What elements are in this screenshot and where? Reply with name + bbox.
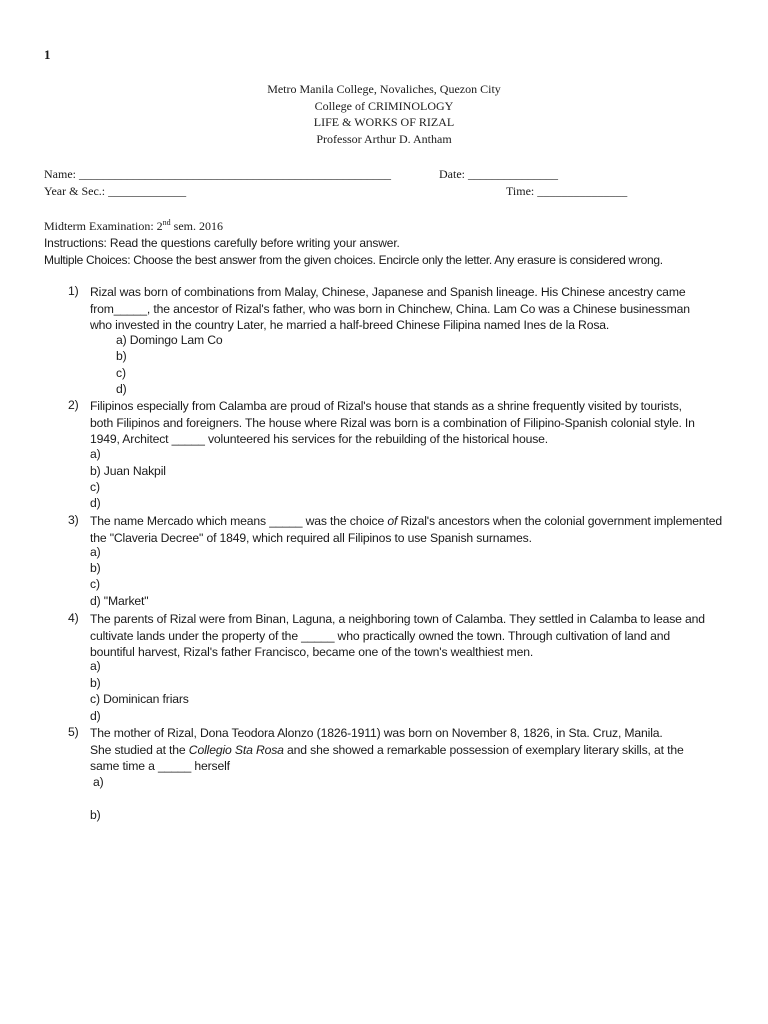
option-a: a) Domingo Lam Co bbox=[116, 333, 223, 347]
option-b: b) bbox=[90, 561, 101, 575]
option-c: c) bbox=[90, 480, 100, 494]
question-text: The mother of Rizal, Dona Teodora Alonzo (1826-1911) was born on November 8, 1826, in Sta. Cruz, Manila. She studied at the Collegio Sta Rosa and she showed a remarkable possession of exemplary literary skills, at the same time a _____ herself bbox=[90, 726, 684, 773]
date-field: Date: _______________ bbox=[439, 167, 558, 181]
multiple-choice-instructions: Multiple Choices: Choose the best answer from the given choices. Encircle only the letter. Any erasure is considered wrong. bbox=[44, 253, 663, 267]
course-title: LIFE & WORKS OF RIZAL bbox=[313, 115, 455, 129]
option-b: b) bbox=[116, 349, 127, 363]
option-a: a) bbox=[90, 659, 101, 673]
option-b: b) bbox=[90, 808, 101, 822]
option-a: a) bbox=[93, 775, 104, 789]
instructions: Instructions: Read the questions carefully before writing your answer. bbox=[44, 236, 400, 250]
option-b: b) Juan Nakpil bbox=[90, 464, 166, 478]
question-text: The name Mercado which means _____ was the choice of Rizal's ancestors when the colonial government implemented the "Claveria Decree" of 1849, which required all Filipinos to use Spanish surnames. bbox=[90, 514, 722, 545]
option-c: c) bbox=[116, 366, 126, 380]
professor-name: Professor Arthur D. Antham bbox=[316, 131, 452, 146]
option-d: d) bbox=[116, 382, 127, 396]
page-number: 1 bbox=[44, 47, 51, 62]
question-text: The parents of Rizal were from Binan, Laguna, a neighboring town of Calamba. They settled in Calamba to lease and cultivate lands under the property of the _____ who practically owned the town. Through cultivation of land and bountiful harvest, Rizal's father Francisco, became one of the town's wealthiest men. bbox=[90, 612, 705, 659]
option-c: c) Dominican friars bbox=[90, 692, 189, 706]
time-field: Time: _______________ bbox=[506, 184, 628, 198]
question-text: Filipinos especially from Calamba are proud of Rizal's house that stands as a shrine frequently visited by tourists, both Filipinos and foreigners. The house where Rizal was born is a combination of Filipino-Spanish colonial style. In 1949, Architect _____ volunteered his services for the rebuilding of the historical house. bbox=[90, 399, 695, 446]
exam-title: Midterm Examination: 2nd sem. 2016 bbox=[44, 218, 223, 233]
question-number: 5) bbox=[68, 725, 79, 739]
question-number: 2) bbox=[68, 398, 79, 412]
option-d: d) bbox=[90, 496, 101, 510]
question-text: Rizal was born of combinations from Malay, Chinese, Japanese and Spanish lineage. His Chinese ancestry came from_____, the ancestor of Rizal's father, who was born in Chinchew, China. Lam Co was a Chinese businessman who invested in the country Later, he married a half-breed Chinese Filipina named Ines de la Rosa. bbox=[90, 285, 690, 332]
option-d: d) "Market" bbox=[90, 594, 149, 608]
name-field: Name: ____________________________________________________ bbox=[44, 167, 391, 181]
option-d: d) bbox=[90, 709, 101, 723]
option-a: a) bbox=[90, 447, 101, 461]
option-a: a) bbox=[90, 545, 101, 559]
question-number: 3) bbox=[68, 513, 79, 527]
college-name: College of CRIMINOLOGY bbox=[314, 98, 454, 113]
school-name: Metro Manila College, Novaliches, Quezon City bbox=[267, 82, 501, 96]
option-c: c) bbox=[90, 577, 100, 591]
question-number: 1) bbox=[68, 284, 79, 298]
year-section-field: Year & Sec.: _____________ bbox=[44, 184, 187, 198]
option-b: b) bbox=[90, 676, 101, 690]
question-number: 4) bbox=[68, 611, 79, 625]
document-header bbox=[0, 81, 768, 147]
